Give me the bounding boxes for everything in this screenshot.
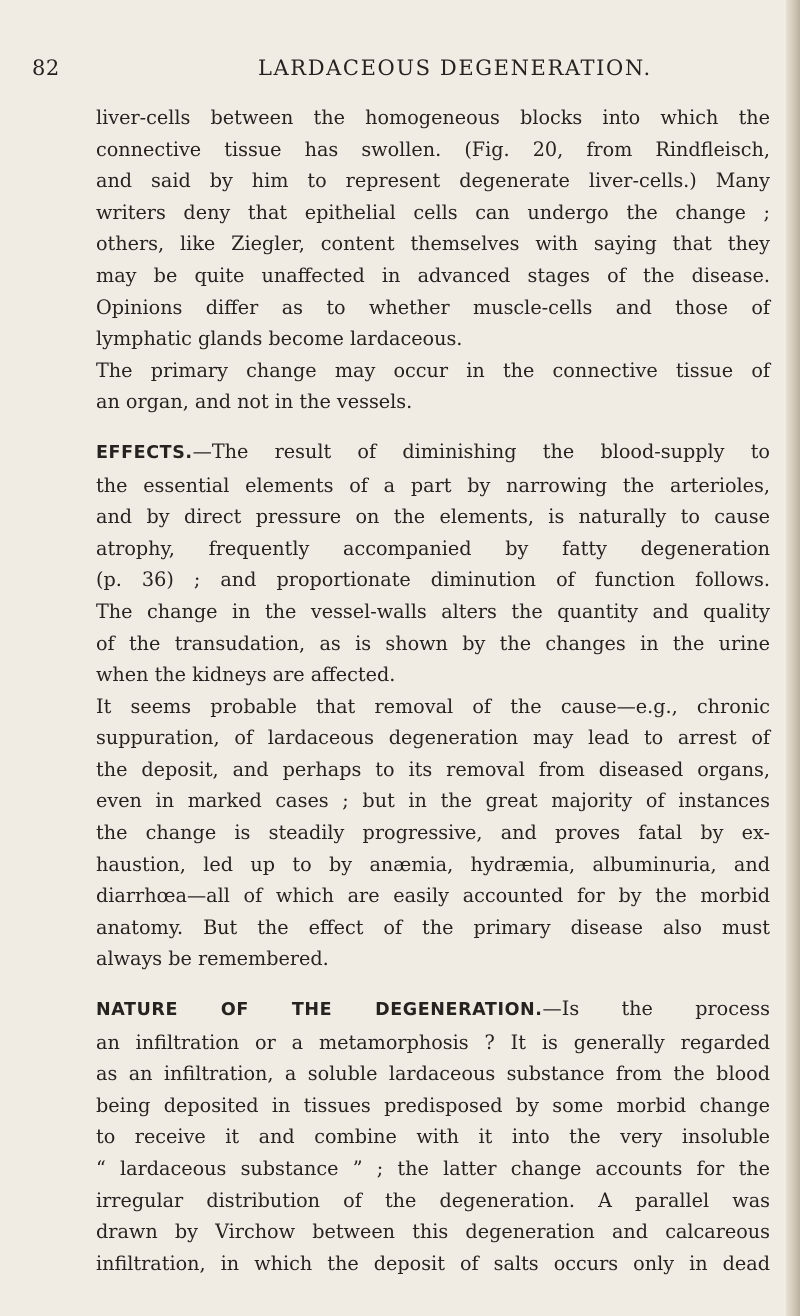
text-line: irregular distribution of the degeneration. A parallel was: [96, 1188, 770, 1212]
text-line: others, like Ziegler, content themselves with saying that they: [96, 232, 770, 256]
text-line: (p. 36) ; and proportionate diminution of function follows.: [96, 568, 770, 592]
text-line: the essential elements of a part by narrowing the arterioles,: [96, 473, 770, 497]
paragraph-1: [96, 102, 770, 355]
text-line: Opinions differ as to whether muscle-cells and those of: [96, 295, 770, 319]
text-line: suppuration, of lardaceous degeneration may lead to arrest of: [96, 726, 770, 750]
text-line: and said by him to represent degenerate liver-cells.) Many: [96, 169, 770, 193]
page-header: [0, 48, 800, 88]
text-line: lymphatic glands become lardaceous.: [96, 327, 463, 351]
page-edge: [786, 0, 800, 1316]
text-line: an organ, and not in the vessels.: [96, 390, 413, 414]
text-line: even in marked cases ; but in the great majority of instances: [96, 789, 770, 813]
text-line: infiltration, in which the deposit of salts occurs only in dead: [96, 1251, 770, 1275]
text-line: The change in the vessel-walls alters the quantity and quality: [96, 599, 770, 623]
text-line: “ lardaceous substance ” ; the latter change accounts for the: [96, 1157, 770, 1180]
text-line: writers deny that epithelial cells can undergo the change ;: [96, 200, 770, 224]
text-line: [96, 993, 770, 1027]
body-text: [96, 102, 770, 1279]
paragraph-2: [96, 355, 770, 418]
text-line: always be remembered.: [96, 947, 329, 971]
paragraph-nature: [96, 993, 770, 1279]
text-line: diarrhœa—all of which are easily accounted for by the morbid: [96, 884, 770, 908]
text-line: [96, 436, 770, 470]
text-line: being deposited in tissues predisposed by some morbid change: [96, 1093, 770, 1117]
text-line: of the transudation, as is shown by the changes in the urine: [96, 631, 770, 655]
text-line: and by direct pressure on the elements, is naturally to cause: [96, 505, 770, 529]
running-title: LARDACEOUS DEGENERATION.: [258, 56, 652, 80]
section-heading-nature: NATURE OF THE DEGENERATION.: [96, 1000, 543, 1021]
text-run: —The result of diminishing the blood-supply to: [192, 439, 770, 463]
text-line: atrophy, frequently accompanied by fatty degeneration: [96, 536, 770, 560]
text-line: anatomy. But the effect of the primary disease also must: [96, 915, 770, 939]
text-line: drawn by Virchow between this degeneration and calcareous: [96, 1220, 770, 1244]
paragraph-effects: [96, 436, 770, 691]
text-line: It seems probable that removal of the cause—e.g., chronic: [96, 694, 770, 718]
text-line: an infiltration or a metamorphosis ? It is generally regarded: [96, 1030, 770, 1054]
text-line: haustion, led up to by anæmia, hydræmia, albuminuria, and: [96, 852, 770, 876]
paragraph-4: [96, 691, 770, 975]
page-number: 82: [32, 56, 60, 80]
text-line: the deposit, and perhaps to its removal from diseased organs,: [96, 757, 770, 781]
text-line: to receive it and combine with it into the very insoluble: [96, 1125, 770, 1149]
text-line: may be quite unaffected in advanced stages of the disease.: [96, 263, 770, 287]
text-line: when the kidneys are affected.: [96, 663, 396, 687]
section-heading-effects: EFFECTS.: [96, 442, 193, 463]
text-line: as an infiltration, a soluble lardaceous substance from the blood: [96, 1062, 770, 1086]
text-line: liver-cells between the homogeneous blocks into which the: [96, 106, 770, 129]
text-line: the change is steadily progressive, and proves fatal by ex-: [96, 821, 770, 845]
text-line: connective tissue has swollen. (Fig. 20, from Rindfleisch,: [96, 137, 770, 161]
text-run: —Is the process: [542, 997, 770, 1021]
text-line: The primary change may occur in the connective tissue of: [96, 358, 770, 382]
